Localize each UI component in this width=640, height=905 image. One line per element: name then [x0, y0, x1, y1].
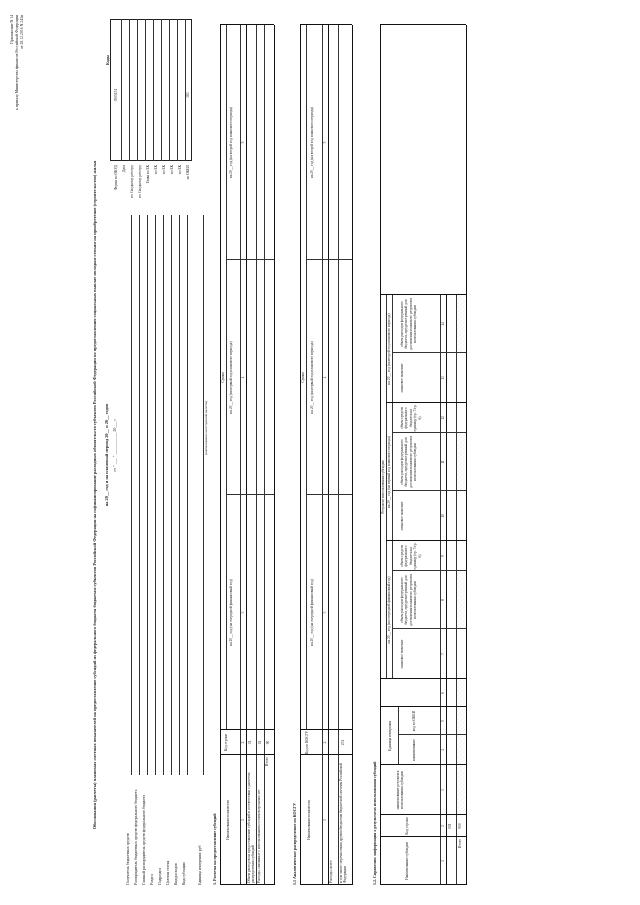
column-number: 1 — [441, 860, 445, 862]
row-label: Объем расходов на предоставление субсидий в соответствии с расчетом распределения субсидий — [247, 772, 256, 883]
code-label: Глава по БК — [146, 165, 150, 184]
code-label: по БК — [154, 165, 158, 175]
rule — [187, 215, 188, 775]
rule — [185, 19, 186, 161]
column-number: 3 — [241, 611, 245, 614]
header-field-label: Целевая статья — [166, 860, 170, 885]
rule — [398, 707, 399, 765]
rule — [398, 734, 466, 735]
header-field-label: Подраздел — [158, 868, 162, 885]
column-number: 8 — [441, 599, 445, 601]
column-number: 10 — [441, 514, 445, 518]
rule — [328, 25, 329, 885]
header-field-label: Раздел — [150, 874, 154, 885]
column-number: 13 — [441, 376, 445, 380]
rule — [177, 19, 178, 161]
rule — [392, 352, 466, 353]
rule — [203, 215, 204, 775]
appendix-number: Приложение N 14 — [10, 15, 14, 44]
row-label: Итого — [458, 839, 462, 849]
header-field-label: Единица измерения: руб — [198, 845, 202, 885]
hatched-cell — [457, 296, 465, 352]
column-number: 3 — [441, 789, 445, 791]
column-header: наименование результата использования субсидии — [396, 770, 405, 810]
rule — [153, 19, 154, 161]
document-title: Обоснования (расчеты) плановых сметных показателей на предоставление субсидий из федерального бюджета бюджетам субъектов Российской Федерации на софинансирование расходных обязательств субъектов Российской Федерации по предоставлению социальных выплат молодым семьям на приобретение (строительство) жилья — [92, 160, 97, 830]
appendix-order: от 28.12.2016 N 243н — [20, 15, 24, 49]
column-number: 5 — [323, 141, 327, 144]
appendix-source: к приказу Министерства финансов Российской Федерации — [15, 15, 19, 110]
code-label: Форма по ОКУД — [114, 165, 118, 191]
hatched-cell — [457, 766, 465, 814]
column-header: на 20__ год (на первый год планового периода) — [387, 435, 391, 509]
column-header: Наименование показателя — [307, 800, 311, 840]
rule — [386, 540, 466, 541]
row-code: 01 — [248, 740, 252, 745]
column-header: код по ОКЕИ — [412, 710, 416, 732]
header-field-label: Распорядитель бюджетных средств федерального бюджета — [134, 789, 138, 885]
column-number: 1 — [323, 819, 327, 821]
rule — [392, 570, 466, 571]
rule — [163, 215, 164, 775]
column-number: 4 — [441, 749, 445, 751]
rule — [137, 19, 138, 161]
rule — [155, 215, 156, 775]
column-header: на 20__ год (на очередной финансовый год) — [387, 576, 391, 644]
row-code — [331, 730, 337, 755]
rule — [256, 25, 257, 885]
header-field-label: Вид расходов — [174, 863, 178, 885]
column-number: 12 — [441, 416, 445, 420]
column-header: на 20__ год (на второй год планового периода) — [310, 106, 314, 179]
hatched-cell — [457, 572, 465, 628]
rule — [129, 19, 130, 161]
hatched-cell — [457, 680, 465, 706]
rule — [147, 215, 148, 775]
row-label: Расходы, всего — [329, 860, 333, 883]
code-value: 383 — [186, 92, 190, 98]
code-label: по ОКЕИ — [186, 165, 190, 180]
row-label: в том числе: перечисления другим бюджетам бюджетной системы Российской Федерации — [339, 763, 348, 883]
column-header: Наименование субсидии — [405, 842, 409, 880]
rule — [386, 402, 466, 403]
document-date: от " ___ " ___________ 20___ г. — [112, 418, 117, 472]
column-number: 1 — [241, 819, 245, 821]
rule — [466, 25, 467, 295]
rule — [171, 215, 172, 775]
column-header: наименование — [412, 739, 416, 761]
section1-title: 1. Расчеты на предоставление субсидий — [212, 813, 217, 885]
column-number: 7 — [441, 653, 445, 655]
column-header: на 20__ год (на очередной финансовый год) — [229, 579, 233, 646]
section11-title: 1.1 Аналитическое распределение по КОСГУ — [292, 802, 297, 885]
rule — [380, 678, 466, 679]
codes-title: Коды — [105, 55, 110, 65]
rule — [246, 25, 247, 885]
rule — [380, 884, 466, 885]
section12-title: 1.2. Справочно: информация о результатах использования субсидий — [372, 761, 377, 885]
rule — [131, 215, 132, 775]
column-number: 9 — [441, 555, 445, 557]
row-code: 251 — [341, 739, 345, 746]
column-number: 2 — [241, 741, 245, 744]
rule — [161, 19, 162, 161]
row-code: 001 — [448, 823, 452, 829]
rule — [446, 295, 447, 885]
column-header: на 20__ год (на очередной финансовый год) — [310, 579, 314, 646]
rule — [380, 294, 466, 295]
code-label: Дата — [122, 165, 126, 173]
column-number: 5 — [441, 720, 445, 722]
rule — [121, 19, 122, 161]
rule — [179, 215, 180, 775]
header-field-label: Главный распорядитель средств федерального бюджета — [142, 794, 146, 885]
column-header: плановое значение — [400, 501, 404, 531]
code-value: 0505151 — [114, 88, 118, 102]
code-label: по Сводному реестру — [138, 165, 142, 198]
rule — [392, 432, 466, 433]
column-header: объем расходов федерального бюджета, предусмотренный для достижения планового результата использования субсидии — [400, 436, 418, 488]
rule — [338, 25, 339, 885]
column-number: 2 — [441, 825, 445, 827]
row-label: Итого — [265, 757, 269, 767]
column-header: Сумма — [301, 372, 305, 383]
row-code: 02 — [258, 740, 262, 745]
column-header: плановое значение — [400, 363, 404, 393]
column-header: на 20__ год (на второй год планового периода) — [229, 106, 233, 179]
column-header: Результат использования субсидии — [381, 460, 385, 514]
rule — [392, 490, 466, 491]
hatched-cell — [457, 434, 465, 490]
hatched-cell — [457, 736, 465, 764]
rule — [380, 25, 381, 295]
code-label: по БК — [178, 165, 182, 175]
rule — [274, 25, 275, 885]
column-header: Наименование показателя — [226, 800, 230, 840]
column-header: Единица измерения — [388, 720, 392, 752]
column-number: 14 — [441, 322, 445, 326]
column-number: 11 — [441, 460, 445, 464]
rule — [226, 25, 227, 730]
header-field-label: Вид субсидии — [182, 862, 186, 885]
rule — [145, 19, 146, 161]
rule — [306, 25, 307, 730]
column-header: объем расходов федерального бюджета, предусмотренный для достижения планового результата использования субсидии — [400, 574, 418, 626]
rule — [392, 628, 466, 629]
column-header: объем расходов федерального бюджета, предусмотренный для достижения планового результата использования субсидии — [400, 298, 418, 350]
column-header: Код по КОСГУ — [305, 730, 309, 755]
column-number: 2 — [323, 741, 327, 744]
code-label: по Сводному реестру — [130, 165, 134, 198]
okei-note: (наименование иностранной валюты) — [204, 400, 208, 455]
column-number: 4 — [241, 376, 245, 379]
codes-box — [110, 19, 192, 161]
column-header: плановое значение — [400, 639, 404, 669]
rule — [139, 215, 140, 775]
row-label: Расходы, связанные с использованием остатков прошлых лет — [257, 789, 261, 883]
row-code: 90 — [266, 740, 270, 745]
column-number: 6 — [441, 692, 445, 694]
column-header: Сумма — [221, 372, 225, 383]
header-field-label: Получатель бюджетных средств — [126, 833, 130, 885]
column-header: Код строки — [405, 817, 409, 835]
column-header: на 20__ год (на первый год планового периода) — [310, 341, 314, 414]
column-header: объем средств федерального бюджета на единицу (гр. 7/гр. 6) — [400, 404, 422, 432]
column-number: 5 — [241, 141, 245, 144]
rule — [264, 25, 265, 885]
column-number: 4 — [323, 376, 327, 379]
code-label: по БК — [170, 165, 174, 175]
row-code: 900 — [458, 823, 462, 829]
column-number: 3 — [323, 611, 327, 614]
rule — [169, 19, 170, 161]
column-header: на 20__ год (на второй год планового периода) — [387, 313, 391, 385]
column-header: Код строки — [224, 733, 228, 752]
hatched-cell — [457, 708, 465, 734]
rule — [380, 24, 466, 25]
document-period: на 20__ год и на плановый период 20__ и 20__ годов — [104, 403, 109, 507]
code-label: по БК — [162, 165, 166, 175]
column-header: объем средств федерального бюджета на единицу (гр. 7/гр. 6) — [400, 542, 422, 570]
rule — [352, 25, 353, 885]
rule — [466, 295, 467, 885]
column-header: на 20__ год (на первый год планового периода) — [229, 341, 233, 414]
